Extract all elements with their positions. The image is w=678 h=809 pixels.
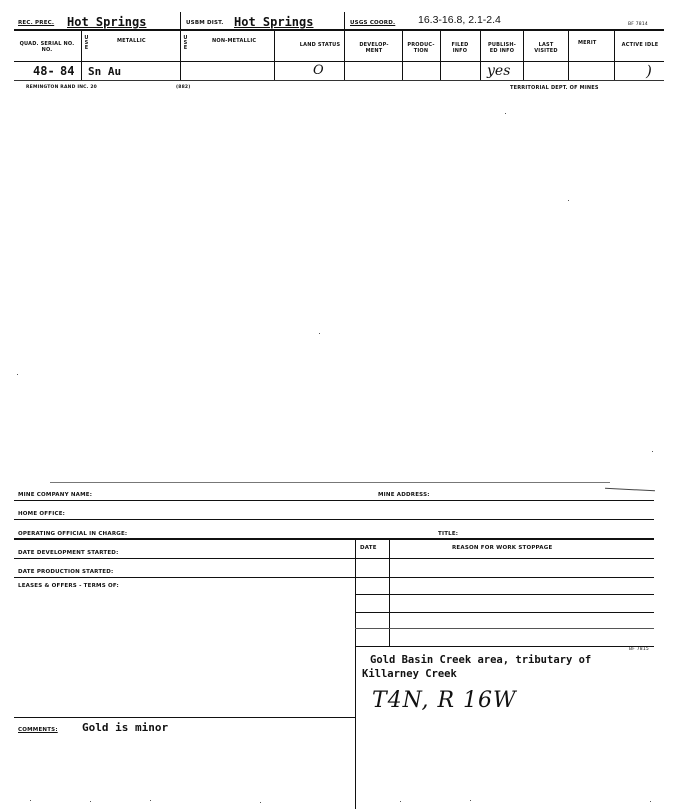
location-note-line-1: Gold Basin Creek area, tributary of <box>370 654 592 666</box>
active-idle-value: ) <box>646 62 652 80</box>
col-divider-4 <box>344 12 345 80</box>
speck <box>150 800 151 801</box>
comments-value: Gold is minor <box>82 721 169 734</box>
stoppage-rule-1 <box>355 594 654 595</box>
speck <box>568 200 569 201</box>
speck <box>90 801 91 802</box>
speck <box>400 801 401 802</box>
rec-prec-label: REC. PREC. <box>18 20 55 26</box>
col-land-status: LAND STATUS <box>299 42 341 48</box>
rule-comments <box>14 717 355 718</box>
printer-code: (882) <box>176 85 191 90</box>
title-label: TITLE: <box>438 531 459 537</box>
col-merit: MERIT <box>578 40 597 46</box>
stray-mark <box>605 488 655 492</box>
col-use-nonmetallic: U S E <box>183 35 188 51</box>
col-published-info: PUBLISH- ED INFO <box>487 42 517 54</box>
col-divider-9 <box>568 29 569 80</box>
printer-credit: REMINGTON RAND INC. 20 <box>26 85 97 90</box>
stoppage-rule-4 <box>355 646 654 647</box>
col-active-idle: ACTIVE IDLE <box>621 42 659 48</box>
serial-number-value: 84 <box>60 64 75 78</box>
lower-form-top-rule <box>50 482 610 483</box>
published-info-value: yes <box>487 63 511 79</box>
header-bottom-rule <box>14 80 664 81</box>
rule-date-production <box>14 577 654 578</box>
operating-official-label: OPERATING OFFICIAL IN CHARGE: <box>18 531 128 537</box>
col-divider-5 <box>402 29 403 80</box>
col-use-metallic: U S E <box>84 35 89 51</box>
home-office-label: HOME OFFICE: <box>18 511 66 517</box>
usbm-dist-value: Hot Springs <box>234 15 314 29</box>
stoppage-rule-2 <box>355 612 654 613</box>
speck <box>652 451 653 452</box>
col-filed-info: FILED INFO <box>451 42 469 54</box>
speck <box>470 800 471 801</box>
rule-company <box>14 500 654 501</box>
usbm-dist-label: USBM DIST. <box>186 20 224 26</box>
col-divider-6 <box>440 29 441 80</box>
col-last-visited: LAST VISITED <box>534 42 558 54</box>
col-divider-10 <box>614 29 615 80</box>
leases-offers-label: LEASES & OFFERS - TERMS OF: <box>18 583 119 589</box>
rec-prec-value: Hot Springs <box>67 15 147 29</box>
col-divider-3 <box>274 29 275 80</box>
quad-number-value: 48- <box>33 64 55 78</box>
col-development: DEVELOP- MENT <box>359 42 389 54</box>
col-divider-8 <box>523 29 524 80</box>
date-development-label: DATE DEVELOPMENT STARTED: <box>18 550 119 556</box>
metallic-value: Sn Au <box>88 65 122 78</box>
header-columns-rule <box>14 61 664 62</box>
form-number: BF 7814 <box>628 22 648 27</box>
speck <box>260 802 261 803</box>
speck <box>17 374 18 375</box>
usgs-coord-label: USGS COORD. <box>350 20 396 26</box>
rule-official <box>14 538 654 540</box>
usgs-coord-value: 16.3-16.8, 2.1-2.4 <box>418 14 501 26</box>
stoppage-rule-3 <box>355 628 654 629</box>
col-divider-2 <box>180 12 181 80</box>
col-nonmetallic: NON-METALLIC <box>212 38 257 44</box>
mine-company-name-label: MINE COMPANY NAME: <box>18 492 93 498</box>
col-production: PRODUC- TION <box>407 42 435 54</box>
col-divider-1 <box>81 29 82 80</box>
rule-home-office <box>14 519 654 520</box>
date-production-label: DATE PRODUCTION STARTED: <box>18 569 114 575</box>
bottom-form-number: BF 7815 <box>629 647 649 652</box>
speck <box>505 113 506 114</box>
department-name: TERRITORIAL DEPT. OF MINES <box>510 85 599 91</box>
reason-column-label: REASON FOR WORK STOPPAGE <box>452 545 553 551</box>
speck <box>30 800 31 801</box>
rule-date-development <box>14 558 654 559</box>
header-top-rule <box>14 29 664 31</box>
center-vertical-divider <box>355 540 356 809</box>
mine-address-label: MINE ADDRESS: <box>378 492 430 498</box>
township-range-handwritten: T4N, R 16W <box>372 688 517 713</box>
comments-label: COMMENTS: <box>18 727 58 733</box>
col-quad-serial: QUAD. SERIAL NO. NO. <box>19 41 75 53</box>
col-metallic: METALLIC <box>117 38 146 44</box>
speck <box>319 333 320 334</box>
date-column-label: DATE <box>360 545 377 551</box>
land-status-value: O <box>313 63 324 78</box>
speck <box>650 801 651 802</box>
location-note-line-2: Killarney Creek <box>362 668 457 680</box>
col-divider-7 <box>480 29 481 80</box>
